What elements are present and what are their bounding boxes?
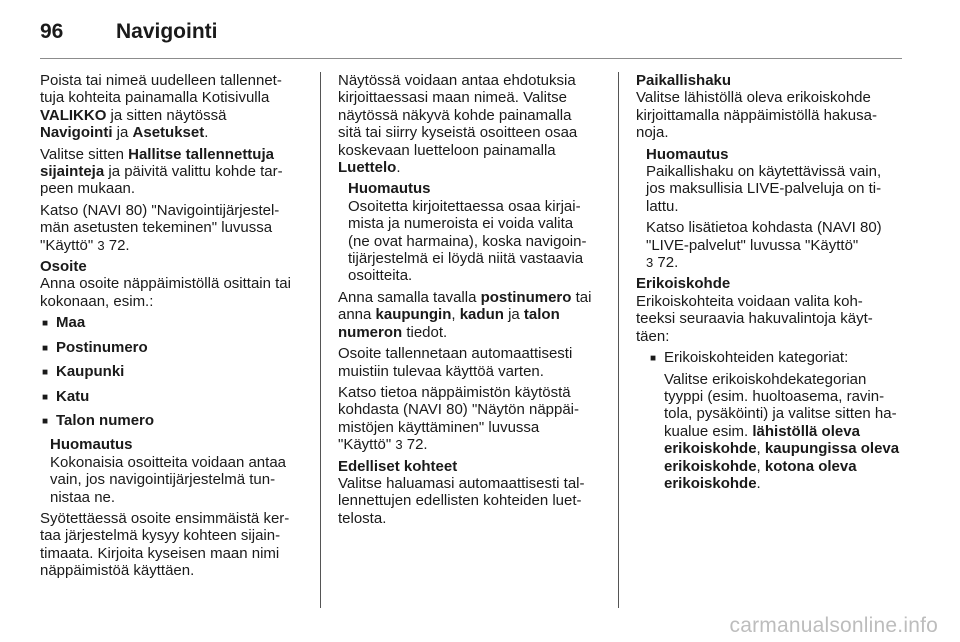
paragraph-first-entry: Syötettäessä osoite ensimmäistä ker- taa järjestelmä kysyy kohteen sijain- timaata. Kirjoita kyseisen maan nimi näppäimistöä käyttäen. bbox=[40, 509, 290, 580]
poi-category-list bbox=[636, 349, 904, 492]
paragraph-keyboard-info: Katso tietoa näppäimistön käytöstä kohdasta (NAVI 80) "Näytön näppäi- mistöjen käyttäminen" luvussa "Käyttö" 3 72. bbox=[338, 383, 580, 454]
page-reference-icon: 3 bbox=[395, 437, 403, 453]
list-item: ■ Kaupunki bbox=[40, 363, 308, 380]
list-item: ■ Postinumero bbox=[40, 339, 308, 356]
section-heading-poi: Erikoiskohde bbox=[636, 275, 731, 293]
paragraph-auto-save: Osoite tallennetaan automaattisesti muistiin tulevaa käyttöä varten. bbox=[338, 345, 573, 380]
paragraph-local-search: Valitse lähistöllä oleva erikoiskohde kirjoittamalla näppäimistöllä hakusa- noja. bbox=[636, 89, 877, 142]
note-heading: Huomautus bbox=[646, 145, 729, 163]
paragraph-suggestions: Näytössä voidaan antaa ehdotuksia kirjoittaessasi maan nimeä. Valitse näytössä näkyvä kohde painamalla sitä tai siirry kyseistä osoitteen osaa koskevaan luetteloon painamalla Luettelo. bbox=[338, 72, 578, 177]
column-2 bbox=[338, 72, 606, 531]
page-title: Navigointi bbox=[116, 20, 218, 43]
section-heading-previous: Edelliset kohteet bbox=[338, 457, 458, 475]
paragraph-enter-address: Anna osoite näppäimistöllä osittain tai kokonaan, esim.: bbox=[40, 275, 291, 310]
poi-category-description: Valitse erikoiskohdekategorian tyyppi (esim. huoltoasema, ravin- tola, pysäköinti) ja valitse sitten ha- kualue esim. lähistöllä oleva erikoiskohde, kaupungissa oleva erikoiskohde, kotona oleva erikoiskohde. bbox=[664, 370, 900, 492]
list-item: ■ Maa bbox=[40, 314, 308, 331]
section-heading-local-search: Paikallishaku bbox=[636, 72, 732, 89]
note-box: Huomautus Paikallishaku on käytettävissä vain, jos maksullisia LIVE-palveluja on ti- lattu. Katso lisätietoa kohdasta (NAVI 80) "LIVE-palvelut" luvussa "Käyttö" 3 72. bbox=[636, 146, 904, 272]
column-divider-1 bbox=[320, 72, 321, 608]
list-item: ■ Talon numero bbox=[40, 412, 308, 429]
column-divider-2 bbox=[618, 72, 619, 608]
section-heading-osoite: Osoite bbox=[40, 258, 87, 276]
note-heading: Huomautus bbox=[348, 180, 431, 198]
paragraph-previous-destinations: Valitse haluamasi automaattisesti tal- lennettujen edellisten kohteiden luet- telosta. bbox=[338, 474, 585, 527]
note-heading: Huomautus bbox=[50, 436, 133, 454]
paragraph-delete-rename: Poista tai nimeä uudelleen tallennet- tuja kohteita painamalla Kotisivulla VALIKKO ja sitten näytössä Navigointi ja Asetukset. bbox=[40, 72, 282, 142]
column-3 bbox=[636, 72, 904, 492]
paragraph-see-navi: Katso (NAVI 80) "Navigointijärjestel- män asetusten tekeminen" luvussa "Käyttö" 3 72. bbox=[40, 201, 280, 254]
page-reference-icon: 3 bbox=[646, 255, 654, 271]
note-box: Huomautus Kokonaisia osoitteita voidaan antaa vain, jos navigointijärjestelmä tun- nistaa ne. bbox=[40, 436, 308, 506]
page-number: 96 bbox=[40, 20, 64, 43]
note-box: Huomautus Osoitetta kirjoitettaessa osaa kirjai- mista ja numeroista ei voida valita (ne ovat harmaina), koska navigoin- tijärjestelmä ei löydä niitä vastaavia osoitteita. bbox=[338, 180, 606, 284]
watermark: carmanualsonline.info bbox=[729, 614, 938, 637]
paragraph-manage-saved: Valitse sitten Hallitse tallennettuja sijainteja ja päivitä valittu kohde tar- peen mukaan. bbox=[40, 145, 283, 198]
column-1 bbox=[40, 72, 308, 584]
address-field-list bbox=[40, 314, 308, 429]
header-rule bbox=[40, 58, 902, 59]
list-item: ■ Katu bbox=[40, 388, 308, 405]
paragraph-postcode: Anna samalla tavalla postinumero tai anna kaupungin, kadun ja talon numeron tiedot. bbox=[338, 288, 592, 341]
page-reference-icon: 3 bbox=[97, 237, 105, 253]
list-item: ■ Erikoiskohteiden kategoriat: bbox=[648, 349, 904, 366]
paragraph-poi: Erikoiskohteita voidaan valita koh- teeksi seuraavia hakuvalintoja käyt- täen: bbox=[636, 292, 873, 345]
